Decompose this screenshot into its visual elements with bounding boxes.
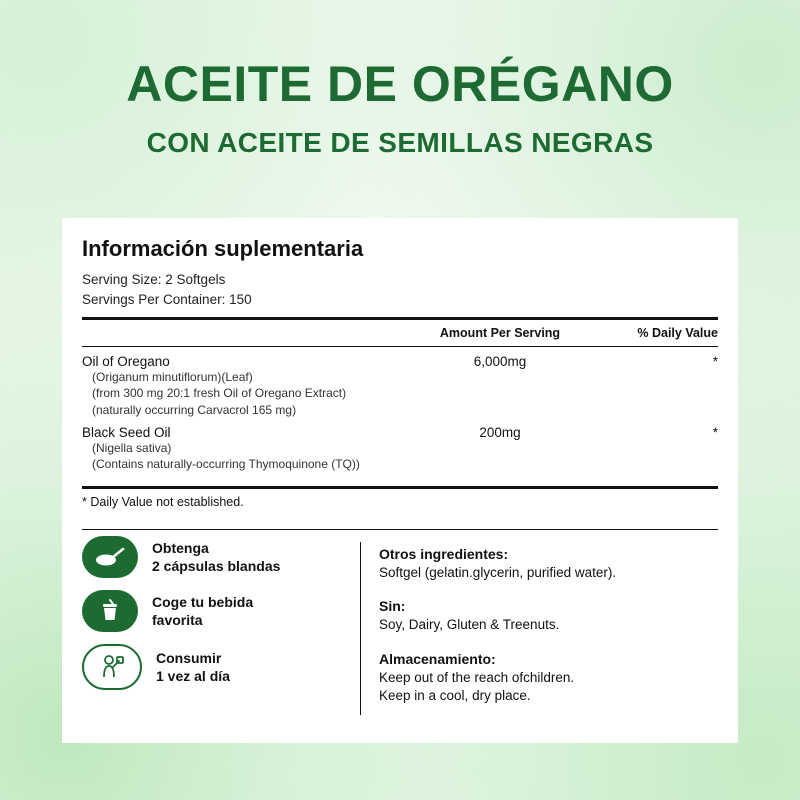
nutrient-subline: (naturally occurring Carvacrol 165 mg) bbox=[92, 402, 297, 417]
column-header-amount: Amount Per Serving bbox=[439, 326, 561, 341]
servings-per-container: Servings Per Container: 150 bbox=[82, 291, 252, 307]
list-item bbox=[82, 644, 348, 690]
page-title: ACEITE DE ORÉGANO bbox=[126, 56, 674, 112]
vertical-divider bbox=[360, 542, 361, 715]
info-body-line: Keep in a cool, dry place. bbox=[379, 687, 531, 703]
supplement-facts-heading: Información suplementaria bbox=[82, 236, 364, 261]
list-item bbox=[82, 590, 348, 632]
nutrient-daily-value: * bbox=[712, 354, 718, 370]
spoon-capsule-icon bbox=[82, 536, 138, 578]
how-to-use-list bbox=[82, 536, 360, 721]
column-header-daily-value: % Daily Value bbox=[637, 326, 718, 341]
nutrient-subline: (Origanum minutiflorum)(Leaf) bbox=[92, 370, 253, 385]
howto-line-1: Obtenga bbox=[152, 539, 209, 556]
table-row bbox=[82, 422, 718, 476]
daily-value-footnote: * Daily Value not established. bbox=[82, 495, 244, 510]
howto-line-1: Consumir bbox=[156, 649, 222, 666]
page-subtitle: CON ACEITE DE SEMILLAS NEGRAS bbox=[146, 126, 654, 158]
info-heading: Almacenamiento: bbox=[379, 650, 496, 667]
label-header bbox=[0, 0, 800, 159]
info-body: Soy, Dairy, Gluten & Treenuts. bbox=[379, 617, 560, 633]
drink-cup-icon bbox=[82, 590, 138, 632]
howto-line-2: favorita bbox=[152, 612, 203, 629]
howto-line-1: Coge tu bebida bbox=[152, 593, 254, 610]
info-heading: Otros ingredientes: bbox=[379, 546, 509, 563]
serving-size: Serving Size: 2 Softgels bbox=[82, 272, 226, 287]
usage-and-info-section bbox=[62, 530, 738, 743]
nutrient-daily-value: * bbox=[712, 424, 718, 440]
table-row bbox=[82, 351, 718, 422]
nutrient-name: Oil of Oregano bbox=[82, 354, 170, 370]
info-body-line: Keep out of the reach ofchildren. bbox=[379, 669, 575, 685]
storage-block bbox=[379, 651, 718, 705]
info-heading: Sin: bbox=[379, 598, 406, 615]
facts-column-headers bbox=[82, 320, 718, 346]
howto-line-2: 2 cápsulas blandas bbox=[152, 558, 281, 575]
nutrient-subline: (Contains naturally-occurring Thymoquinone (TQ)) bbox=[92, 456, 360, 471]
nutrient-amount: 200mg bbox=[479, 424, 521, 440]
nutrient-name: Black Seed Oil bbox=[82, 424, 171, 440]
other-ingredients-block bbox=[379, 546, 718, 582]
info-body: Softgel (gelatin.glycerin, purified water). bbox=[379, 565, 617, 581]
person-drinking-icon bbox=[82, 644, 142, 690]
supplement-facts-panel bbox=[62, 218, 738, 743]
nutrient-subline: (Nigella sativa) bbox=[92, 440, 172, 455]
info-list bbox=[379, 536, 718, 721]
supplement-facts-table bbox=[62, 218, 738, 529]
howto-text bbox=[152, 593, 253, 629]
howto-text bbox=[156, 649, 230, 685]
howto-text bbox=[152, 539, 280, 575]
nutrient-subline: (from 300 mg 20:1 fresh Oil of Oregano Extract) bbox=[92, 386, 347, 401]
list-item bbox=[82, 536, 348, 578]
free-from-block bbox=[379, 598, 718, 634]
howto-line-2: 1 vez al día bbox=[156, 668, 230, 685]
nutrient-amount: 6,000mg bbox=[473, 354, 527, 370]
nutrient-list bbox=[82, 347, 718, 478]
